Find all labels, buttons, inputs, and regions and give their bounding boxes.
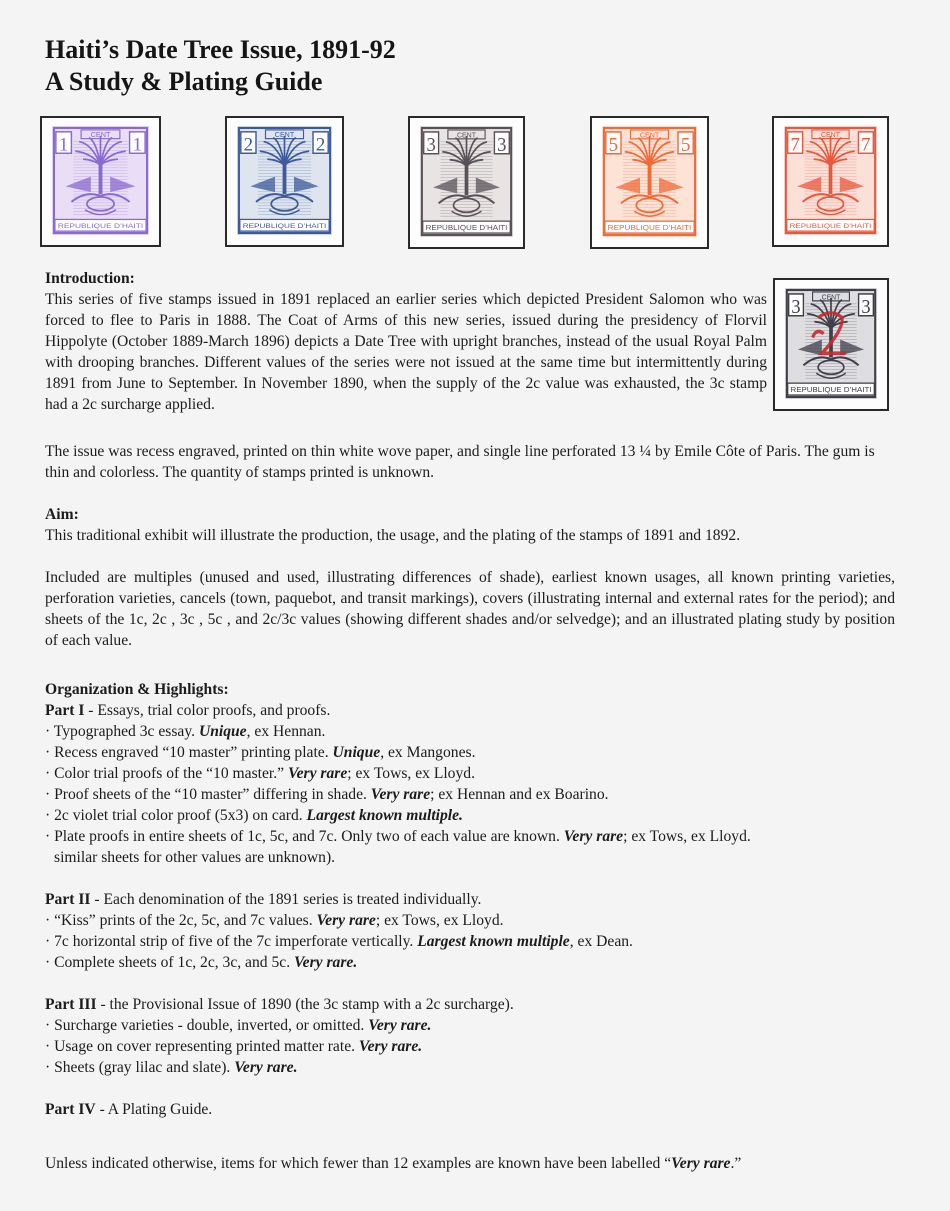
- item-after: ; ex Tows, ex Lloyd.: [623, 828, 751, 845]
- svg-text:REPUBLIQUE D’HAITI: REPUBLIQUE D’HAITI: [789, 223, 872, 231]
- item-after: , ex Dean.: [569, 933, 633, 950]
- introduction-printing: [45, 441, 895, 483]
- stamp-art: [785, 288, 877, 399]
- item-after: , ex Hennan.: [246, 723, 326, 740]
- svg-text:REPUBLIQUE D’HAITI: REPUBLIQUE D’HAITI: [607, 224, 692, 233]
- part-4-desc: - A Plating Guide.: [95, 1101, 213, 1118]
- svg-text:REPUBLIQUE D’HAITI: REPUBLIQUE D’HAITI: [242, 223, 327, 231]
- stamp-3c-surcharged: [773, 278, 889, 411]
- list-item: [45, 910, 895, 931]
- svg-text:2: 2: [243, 134, 254, 156]
- stamp-5c: [590, 116, 709, 249]
- footer-after: .”: [730, 1155, 742, 1172]
- list-item: [45, 721, 895, 742]
- part-1-continuation: similar sheets for other values are unknown).: [54, 849, 336, 866]
- part-2-header: [45, 889, 895, 910]
- svg-text:CENT: CENT: [457, 130, 476, 140]
- aim-text-2: Included are multiples (unused and used, illustrating differences of shade), earliest known usages, all known printing varieties, perforation varieties, cancels (town, paquebot, and transit markings), covers (illustrating internal and external rates for the period); and sheets of the 1c, 2c , 3c , 5c , and 2c/3c values (showing different shades and/or selvedge); and an illustrated plating study by position of each value.: [45, 569, 895, 649]
- svg-text:7: 7: [861, 133, 871, 156]
- item-emphasis: Very rare.: [368, 1017, 432, 1034]
- list-item: [45, 805, 895, 826]
- part-1-items: [45, 721, 895, 847]
- item-text: · Recess engraved “10 master” printing plate.: [45, 744, 333, 761]
- item-text: · Complete sheets of 1c, 2c, 3c, and 5c.: [45, 954, 294, 971]
- aim-text: This traditional exhibit will illustrate the production, the usage, and the plating of the stamps of 1891 and 1892.: [45, 527, 741, 544]
- stamp-7c: [772, 116, 889, 247]
- list-item: [45, 952, 895, 973]
- svg-text:CENT: CENT: [90, 130, 111, 140]
- svg-text:REPUBLIQUE D’HAITI: REPUBLIQUE D’HAITI: [790, 386, 872, 395]
- part-2-label: Part II: [45, 891, 91, 908]
- item-after: ; ex Tows, ex Lloyd.: [375, 912, 504, 929]
- stamp-2c: [225, 116, 344, 247]
- stamp-art: [420, 126, 513, 237]
- item-text: · 2c violet trial color proof (5x3) on card.: [45, 807, 307, 824]
- aim-section: [45, 504, 895, 546]
- item-emphasis: Largest known multiple.: [306, 807, 463, 824]
- item-after: ; ex Tows, ex Lloyd.: [347, 765, 475, 782]
- svg-text:3: 3: [861, 296, 871, 318]
- footer-emphasis: Very rare: [671, 1155, 731, 1172]
- title-line-1: Haiti’s Date Tree Issue, 1891-92: [45, 35, 396, 64]
- item-emphasis: Unique: [332, 744, 381, 761]
- item-emphasis: Very rare.: [294, 954, 358, 971]
- svg-text:3: 3: [426, 134, 436, 156]
- introduction-section: [45, 268, 767, 415]
- part-1-label: Part I: [45, 702, 85, 719]
- item-after: ; ex Hennan and ex Boarino.: [430, 786, 609, 803]
- aim-heading: Aim:: [45, 506, 79, 523]
- part-3-desc: - the Provisional Issue of 1890 (the 3c stamp with a 2c surcharge).: [96, 996, 514, 1013]
- item-emphasis: Very rare: [287, 765, 348, 782]
- svg-text:CENT: CENT: [274, 130, 295, 140]
- page-title: [45, 34, 396, 98]
- item-emphasis: Very rare: [370, 786, 431, 803]
- item-emphasis: Very rare.: [234, 1059, 298, 1076]
- item-text: · Proof sheets of the “10 master” differing in shade.: [45, 786, 371, 803]
- part-1-header: [45, 700, 895, 721]
- svg-text:3: 3: [497, 134, 507, 156]
- list-item: [45, 784, 895, 805]
- list-item: [45, 742, 895, 763]
- part-3-items: [45, 1015, 895, 1078]
- stamp-art: [237, 126, 332, 235]
- list-item: [45, 931, 895, 952]
- svg-text:5: 5: [680, 134, 691, 156]
- item-text: · Sheets (gray lilac and slate).: [45, 1059, 235, 1076]
- item-emphasis: Very rare: [316, 912, 376, 929]
- introduction-text: This series of five stamps issued in 1891 replaced an earlier series which depicted President Salomon who was forced to flee to Paris in 1888. The Coat of Arms of this new series, issued during the presidency of Florvil Hippolyte (October 1889-March 1896) depicts a Date Tree with upright branches, instead of the usual Royal Palm with drooping branches. Different values of the series were not issued at the same time but intermittently during 1891 from June to September. In November 1890, when the supply of the 2c value was exhausted, the 3c stamp had a 2c surcharge applied.: [45, 291, 767, 413]
- svg-text:7: 7: [790, 133, 800, 156]
- svg-text:REPUBLIQUE D’HAITI: REPUBLIQUE D’HAITI: [425, 224, 508, 233]
- introduction-heading: Introduction:: [45, 270, 135, 287]
- item-after: , ex Mangones.: [380, 744, 476, 761]
- part-3-header: [45, 994, 895, 1015]
- title-line-2: A Study & Plating Guide: [45, 67, 323, 96]
- svg-text:REPUBLIQUE D’HAITI: REPUBLIQUE D’HAITI: [57, 223, 144, 231]
- organization-section: [45, 679, 895, 1120]
- footer-text: Unless indicated otherwise, items for which fewer than 12 examples are known have been labelled “: [45, 1155, 672, 1172]
- part-4-label: Part IV: [45, 1101, 96, 1118]
- svg-text:CENT: CENT: [639, 130, 660, 140]
- svg-text:2: 2: [315, 134, 326, 156]
- list-item: [45, 1036, 895, 1057]
- list-item: [45, 1057, 895, 1078]
- item-text: · Surcharge varieties - double, inverted, or omitted.: [45, 1017, 369, 1034]
- stamp-art: [52, 126, 149, 235]
- part-2-desc: - Each denomination of the 1891 series is treated individually.: [90, 891, 482, 908]
- list-item: [45, 1015, 895, 1036]
- item-text: · Typographed 3c essay.: [45, 723, 199, 740]
- item-emphasis: Largest known multiple: [417, 933, 570, 950]
- item-emphasis: Unique: [198, 723, 247, 740]
- item-text: · Usage on cover representing printed matter rate.: [45, 1038, 359, 1055]
- list-item: [45, 763, 895, 784]
- item-text: · “Kiss” prints of the 2c, 5c, and 7c values.: [45, 912, 317, 929]
- part-2-items: [45, 910, 895, 973]
- item-text: · Color trial proofs of the “10 master.”: [45, 765, 288, 782]
- footer-note: [45, 1153, 895, 1174]
- item-text: · Plate proofs in entire sheets of 1c, 5c, and 7c. Only two of each value are known.: [45, 828, 564, 845]
- part-1-desc: - Essays, trial color proofs, and proofs.: [84, 702, 331, 719]
- stamp-1c: [40, 116, 161, 247]
- item-emphasis: Very rare.: [358, 1038, 423, 1055]
- stamp-art: [784, 126, 877, 235]
- svg-text:CENT: CENT: [821, 131, 840, 140]
- svg-text:1: 1: [132, 134, 143, 156]
- introduction-text-2: The issue was recess engraved, printed on thin white wove paper, and single line perforated 13 ¼ by Emile Côte of Paris. The gum is thin and colorless. The quantity of stamps printed is unknown.: [45, 443, 875, 481]
- organization-heading: Organization & Highlights:: [45, 681, 229, 698]
- svg-text:3: 3: [791, 296, 801, 318]
- item-text: · 7c horizontal strip of five of the 7c imperforate vertically.: [45, 933, 418, 950]
- svg-text:5: 5: [608, 134, 619, 156]
- part-3-label: Part III: [45, 996, 97, 1013]
- stamp-art: [602, 126, 697, 237]
- list-item: [45, 826, 895, 847]
- aim-details: [45, 567, 895, 651]
- stamp-3c: [408, 116, 525, 249]
- part-4-header: [45, 1099, 895, 1120]
- svg-text:1: 1: [58, 134, 69, 156]
- item-emphasis: Very rare: [563, 828, 624, 845]
- svg-text:CENT: CENT: [821, 293, 841, 302]
